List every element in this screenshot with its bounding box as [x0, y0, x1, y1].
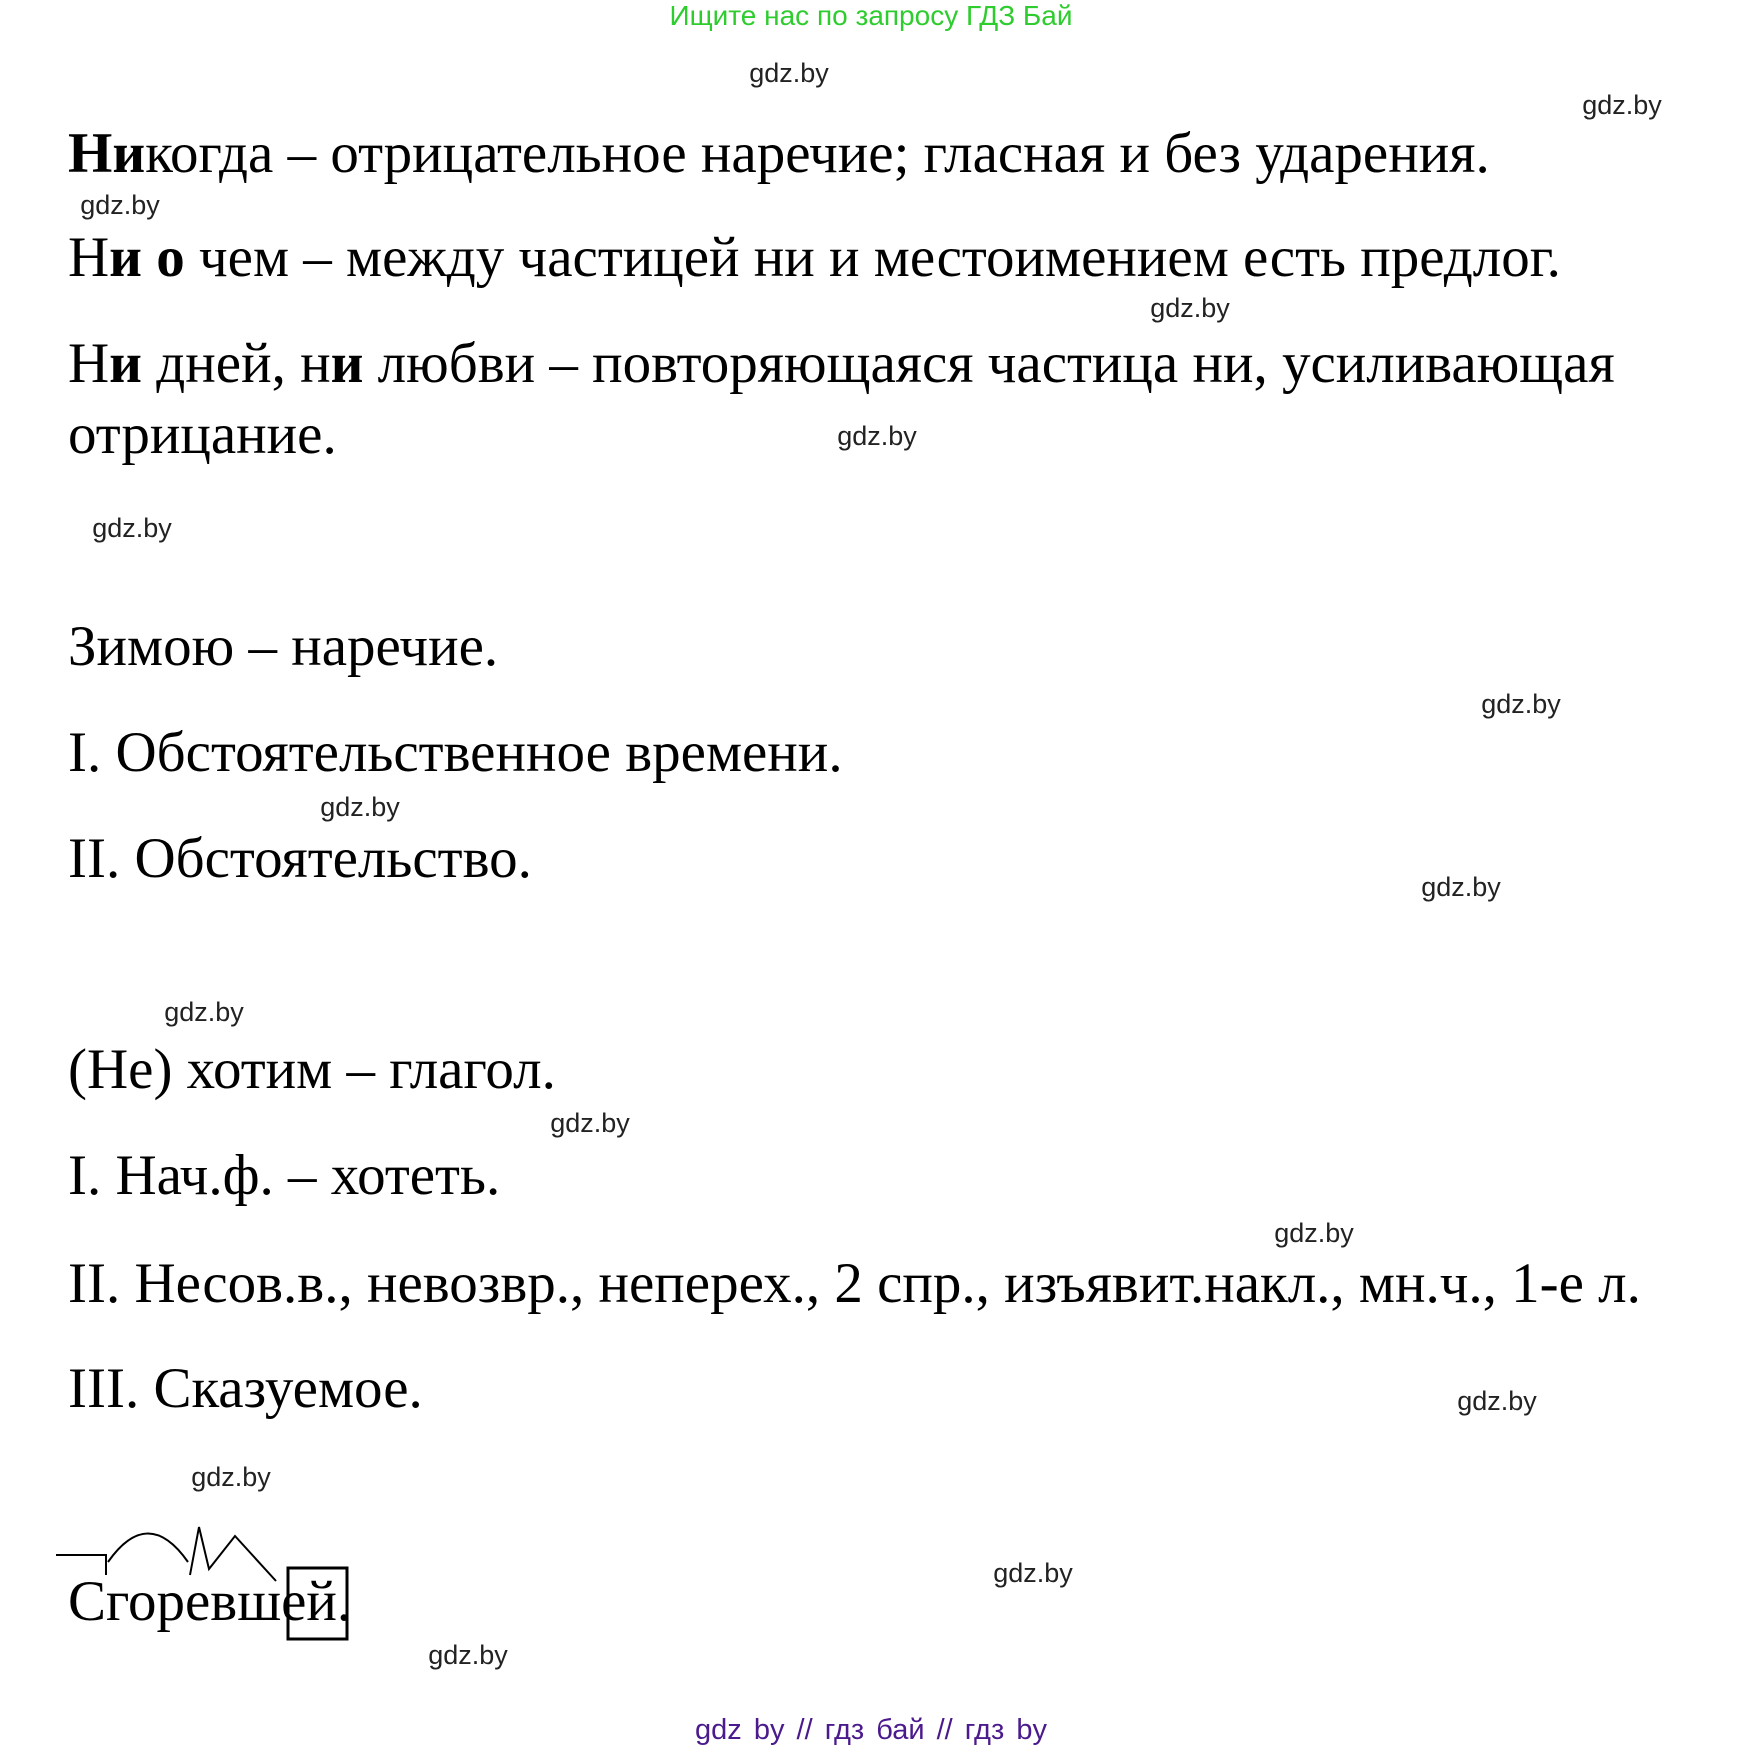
bold-segment: и о: [109, 226, 185, 289]
watermark: gdz.by: [428, 1640, 508, 1670]
bold-segment: и: [330, 332, 364, 395]
ending-box: [288, 1568, 347, 1639]
word-punct: .: [336, 1570, 352, 1633]
text-segment: когда – отрицательное наречие; гласная и без ударения.: [145, 122, 1490, 185]
text-segment: II. Обстоятельство.: [68, 827, 532, 890]
text-line: [68, 1038, 556, 1101]
watermark: gdz.by: [320, 792, 400, 822]
text-line: [68, 1357, 423, 1420]
word-ending: ей: [281, 1570, 337, 1633]
text-line: [68, 615, 499, 678]
watermark: gdz.by: [80, 190, 160, 220]
watermark: gdz.by: [1457, 1386, 1537, 1416]
text-line: [68, 1252, 1641, 1315]
header-banner: Ищите нас по запросу ГДЗ Бай: [669, 0, 1073, 31]
watermark: gdz.by: [92, 513, 172, 543]
watermark: gdz.by: [550, 1108, 630, 1138]
watermark: gdz.by: [1582, 90, 1662, 120]
text-segment: I. Обстоятельственное времени.: [68, 721, 843, 784]
watermark: gdz.by: [837, 421, 917, 451]
text-segment: III. Сказуемое.: [68, 1357, 423, 1420]
bold-segment: Ни: [68, 122, 146, 185]
footer-links: gdz by // гдз бай // гдз by: [695, 1714, 1047, 1746]
watermark: gdz.by: [1274, 1218, 1354, 1248]
text-segment: Н: [68, 226, 110, 289]
watermark: gdz.by: [1421, 872, 1501, 902]
watermark: gdz.by: [993, 1558, 1073, 1588]
watermark: gdz.by: [1481, 689, 1561, 719]
text-segment: I. Нач.ф. – хотеть.: [68, 1144, 501, 1207]
text-line: [68, 226, 1561, 289]
text-line: [68, 1144, 501, 1207]
text-segment: чем – между частицей ни и местоимением есть предлог.: [184, 226, 1561, 289]
text-line: [68, 403, 337, 466]
morpheme-marks: [0, 1500, 400, 1650]
watermark: gdz.by: [191, 1462, 271, 1492]
root-arc: [108, 1534, 188, 1563]
text-segment: Н: [68, 332, 110, 395]
text-segment: дней, н: [142, 332, 331, 395]
text-line: [68, 122, 1490, 185]
text-segment: (Не) хотим – глагол.: [68, 1038, 556, 1101]
text-segment: отрицание.: [68, 403, 337, 466]
text-segment: II. Несов.в., невозвр., неперех., 2 спр., изъявит.накл., мн.ч., 1-е л.: [68, 1252, 1641, 1315]
word-stem: Сгоревш: [68, 1570, 282, 1633]
text-line: [68, 332, 1615, 395]
text-line: [68, 721, 843, 784]
text-line: [68, 827, 532, 890]
suffix-mark: [190, 1527, 276, 1581]
text-segment: любви – повторяющаяся частица ни, усиливающая: [363, 332, 1615, 395]
prefix-mark: [56, 1555, 106, 1575]
watermark: gdz.by: [1150, 293, 1230, 323]
bold-segment: и: [109, 332, 143, 395]
watermark: gdz.by: [164, 997, 244, 1027]
watermark: gdz.by: [749, 58, 829, 88]
text-segment: Зимою – наречие.: [68, 615, 499, 678]
